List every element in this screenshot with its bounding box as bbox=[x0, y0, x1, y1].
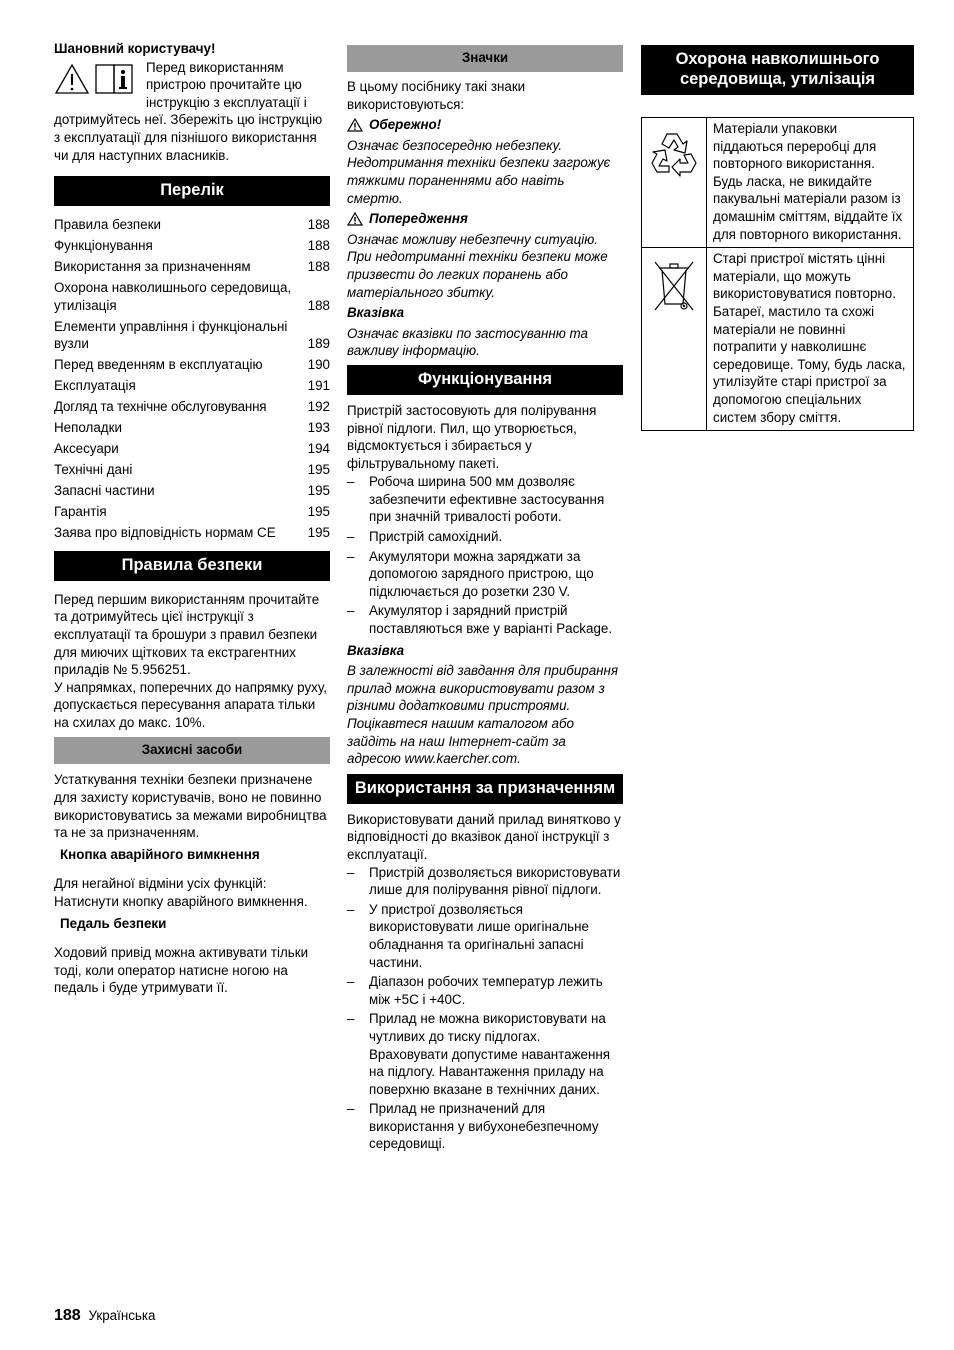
table-cell-icon bbox=[642, 118, 707, 248]
list-item-text: Прилад не можна використовувати на чутливих до тиску підлогах. Враховувати допустиме навантаження на підлогу. Навантаження приладу на поверхню вказане в технічних даних. bbox=[369, 1011, 611, 1097]
toc-item-label: Правила безпеки bbox=[54, 217, 161, 233]
toc-item-page: 188 bbox=[307, 297, 330, 313]
toc-item-label: Заява про відповідність нормам CE bbox=[54, 525, 276, 541]
toc-item-label: Гарантія bbox=[54, 504, 107, 520]
list-item-text: Акумулятори можна заряджати за допомогою зарядного пристрою, що підключається до розетки 230 V. bbox=[369, 548, 594, 599]
list-item: – Акумулятори можна заряджати за допомогою зарядного пристрою, що підключається до розетки 230 V. bbox=[347, 548, 623, 601]
list-item: – Прилад не можна використовувати на чутливих до тиску підлогах. Враховувати допустиме навантаження на підлогу. Навантаження приладу на поверхню вказане в технічних даних. bbox=[347, 1010, 623, 1098]
symbols-heading: Значки bbox=[347, 45, 623, 72]
intro-text-top bbox=[146, 59, 330, 112]
toc-item-label: Функціонування bbox=[54, 238, 153, 254]
environment-table bbox=[641, 117, 914, 431]
toc-item-label: Експлуатація bbox=[54, 378, 136, 394]
toc-item-page: 195 bbox=[307, 462, 330, 478]
toc-item[interactable] bbox=[54, 419, 330, 437]
usage-text: Використовувати даний прилад винятково у відповідності до вказівок даної інструкції з експлуатації. bbox=[347, 811, 621, 862]
list-item-text: Акумулятор і зарядний пристрій поставляються вже у варіанті Package. bbox=[369, 603, 613, 637]
list-item: – У пристрої дозволяється використовувати лише оригінальне обладнання та оригінальні запасні частини. bbox=[347, 901, 623, 971]
intro-text: дотримуйтесь неї. Збережіть цю інструкцію з експлуатації для пізнішого використання чи для наступних власників. bbox=[54, 112, 323, 163]
recycle-icon bbox=[647, 126, 701, 180]
protective-text: Устаткування техніки безпеки призначене для захисту користувачів, воно не повинно використовуватись за межами виробництва та не за призначенням. bbox=[54, 772, 327, 841]
list-item-text: Пристрій самохідний. bbox=[369, 529, 503, 545]
warning-triangle-icon bbox=[347, 118, 363, 132]
toc-item-label: Догляд та технічне обслуговування bbox=[54, 399, 267, 415]
danger-heading bbox=[347, 116, 623, 134]
toc-item[interactable] bbox=[54, 216, 330, 234]
toc-item[interactable] bbox=[54, 461, 330, 479]
symbols-intro: В цьому посібнику такі знаки використовуються: bbox=[347, 79, 526, 112]
crossed-bin-icon bbox=[651, 256, 697, 314]
toc-item[interactable] bbox=[54, 279, 330, 314]
toc-item-label: Охорона навколишнього середовища, утилізація bbox=[54, 280, 292, 313]
list-item: – Пристрій дозволяється використовувати лише для полірування рівної підлоги. bbox=[347, 864, 623, 899]
list-item: – Робоча ширина 500 мм дозволяє забезпечити ефективне застосування при значній тривалості роботи. bbox=[347, 473, 623, 526]
column-left bbox=[54, 40, 330, 999]
pedal-text: Ходовий привід можна активувати тільки тоді, коли оператор натисне ногою на педаль і буде утримувати її. bbox=[54, 945, 309, 996]
intro-line-2: пристрою прочитайте цю bbox=[146, 77, 302, 93]
toc-item-page: 195 bbox=[307, 525, 330, 541]
toc-item[interactable] bbox=[54, 237, 330, 255]
column-middle bbox=[347, 45, 623, 1153]
function-heading: Функціонування bbox=[347, 365, 623, 395]
table-cell-icon bbox=[642, 248, 707, 431]
environment-heading: Охорона навколишнього середовища, утилізація bbox=[641, 45, 914, 95]
pedal-title: Педаль безпеки bbox=[60, 915, 167, 931]
toc-item-page: 190 bbox=[307, 357, 330, 373]
list-item-text: Робоча ширина 500 мм дозволяє забезпечити ефективне застосування при значній тривалості роботи. bbox=[369, 474, 605, 525]
note-text: Означає вказівки по застосуванню та важливу інформацію. bbox=[347, 325, 589, 359]
toc-item-label: Запасні частини bbox=[54, 483, 155, 499]
warning-triangle-icon bbox=[347, 212, 363, 226]
safety-heading: Правила безпеки bbox=[54, 551, 330, 581]
caution-text: Означає можливу небезпечну ситуацію. При недотриманні техніки безпеки може призвести до легких поранень або матеріального збитку. bbox=[347, 231, 608, 300]
toc-item-page: 188 bbox=[307, 238, 330, 254]
toc-list bbox=[54, 216, 330, 542]
toc-item-page: 195 bbox=[307, 504, 330, 520]
intro-line-1: Перед використанням bbox=[146, 59, 284, 75]
toc-item[interactable] bbox=[54, 258, 330, 276]
warning-triangle-icon bbox=[54, 63, 90, 95]
toc-item-label: Аксесуари bbox=[54, 441, 119, 457]
toc-item-page: 188 bbox=[307, 259, 330, 275]
toc-item[interactable] bbox=[54, 524, 330, 542]
toc-item-label: Використання за призначенням bbox=[54, 259, 251, 275]
intro-icons bbox=[54, 59, 146, 112]
safety-text-1: Перед першим використанням прочитайте та дотримуйтесь цієї інструкції з експлуатації та брошури з правил безпеки для миючих щіткових та екстрагентних приладів № 5.956251. bbox=[54, 591, 320, 678]
list-item-text: У пристрої дозволяється використовувати лише оригінальне обладнання та оригінальні запасні частини. bbox=[369, 901, 589, 970]
toc-item[interactable] bbox=[54, 482, 330, 500]
estop-title: Кнопка аварійного вимкнення bbox=[60, 846, 260, 862]
toc-item-page: 188 bbox=[307, 217, 330, 233]
toc-item[interactable] bbox=[54, 377, 330, 395]
function-note-title: Вказівка bbox=[347, 642, 405, 658]
intro-block bbox=[54, 59, 330, 112]
list-item-text: Прилад не призначений для використання у вибухонебезпечному середовищі. bbox=[369, 1101, 599, 1152]
toc-heading: Перелік bbox=[54, 176, 330, 206]
toc-item[interactable] bbox=[54, 440, 330, 458]
estop-text: Для негайної відміни усіх функцій: Натиснути кнопку аварійного вимкнення. bbox=[54, 876, 308, 910]
toc-item-page: 193 bbox=[307, 420, 330, 436]
caution-title: Попередження bbox=[369, 211, 468, 227]
toc-item[interactable] bbox=[54, 503, 330, 521]
toc-item-label: Елементи управління і функціональні вузли bbox=[54, 318, 288, 352]
note-title: Вказівка bbox=[347, 305, 405, 321]
function-note-text: В залежності від завдання для прибирання прилад можна використовувати разом з різними додатковими пристроями. Поцікавтеся нашим каталогом або зайдіть на наш Інтернет-сайт за адресою www.kaercher.com. bbox=[347, 663, 619, 767]
danger-text: Означає безпосередню небезпеку. Недотримання техніки безпеки загрожує тяжкими пораненнями або навіть смертю. bbox=[347, 137, 611, 206]
usage-heading: Використання за призначенням bbox=[347, 774, 623, 804]
list-item: – Прилад не призначений для використання у вибухонебезпечному середовищі. bbox=[347, 1100, 623, 1153]
list-item: – Пристрій самохідний. bbox=[347, 528, 623, 546]
toc-item-page: 192 bbox=[307, 399, 330, 415]
caution-heading bbox=[347, 210, 623, 228]
table-row bbox=[642, 248, 914, 431]
list-item-text: Пристрій дозволяється використовувати лише для полірування рівної підлоги. bbox=[369, 864, 621, 898]
page-number: 188 bbox=[54, 1307, 81, 1324]
protective-heading: Захисні засоби bbox=[54, 737, 330, 764]
toc-item[interactable] bbox=[54, 356, 330, 374]
page-footer bbox=[54, 1307, 155, 1325]
toc-item[interactable] bbox=[54, 318, 330, 353]
table-cell-text: Старі пристрої містять цінні матеріали, що можуть використовуватися повторно. Батареї, мастило та схожі матеріали не повинні потрапити у навколишнє середовище. Тому, будь ласка, утилізуйте старі пристрої за допомогою спеціальних систем збору сміття. bbox=[707, 248, 914, 431]
function-text: Пристрій застосовують для полірування рівної підлоги. Пил, що утворюється, відсмоктується і збирається у фільтрувальному пакеті. bbox=[347, 402, 597, 471]
toc-item-label: Технічні дані bbox=[54, 462, 133, 478]
table-cell-text: Матеріали упаковки піддаються переробці для повторного використання. Будь ласка, не викидайте пакувальні матеріали разом із домашнім сміттям, віддайте їх для повторного використання. bbox=[707, 118, 914, 248]
intro-title: Шановний користувачу! bbox=[54, 41, 216, 56]
toc-item-page: 191 bbox=[307, 378, 330, 394]
toc-item[interactable] bbox=[54, 398, 330, 416]
list-item: – Акумулятор і зарядний пристрій поставляються вже у варіанті Package. bbox=[347, 602, 623, 637]
toc-item-label: Неполадки bbox=[54, 420, 122, 436]
danger-title: Обережно! bbox=[369, 117, 442, 133]
toc-item-page: 195 bbox=[307, 483, 330, 499]
footer-language: Українська bbox=[88, 1308, 156, 1323]
column-right bbox=[641, 45, 914, 431]
table-row bbox=[642, 118, 914, 248]
list-item-text: Діапазон робочих температур лежить між +5С і +40С. bbox=[369, 974, 603, 1007]
read-manual-icon bbox=[94, 63, 136, 95]
toc-item-page: 189 bbox=[307, 336, 330, 352]
toc-item-page: 194 bbox=[307, 441, 330, 457]
safety-text-2: У напрямках, поперечних до напрямку руху, допускається пересування апарата тільки на схилах до макс. 10%. bbox=[54, 679, 327, 730]
intro-line-3: інструкцію з експлуатації і bbox=[146, 94, 307, 110]
toc-item-label: Перед введенням в експлуатацію bbox=[54, 357, 263, 373]
list-item: – Діапазон робочих температур лежить між +5С і +40С. bbox=[347, 973, 623, 1008]
